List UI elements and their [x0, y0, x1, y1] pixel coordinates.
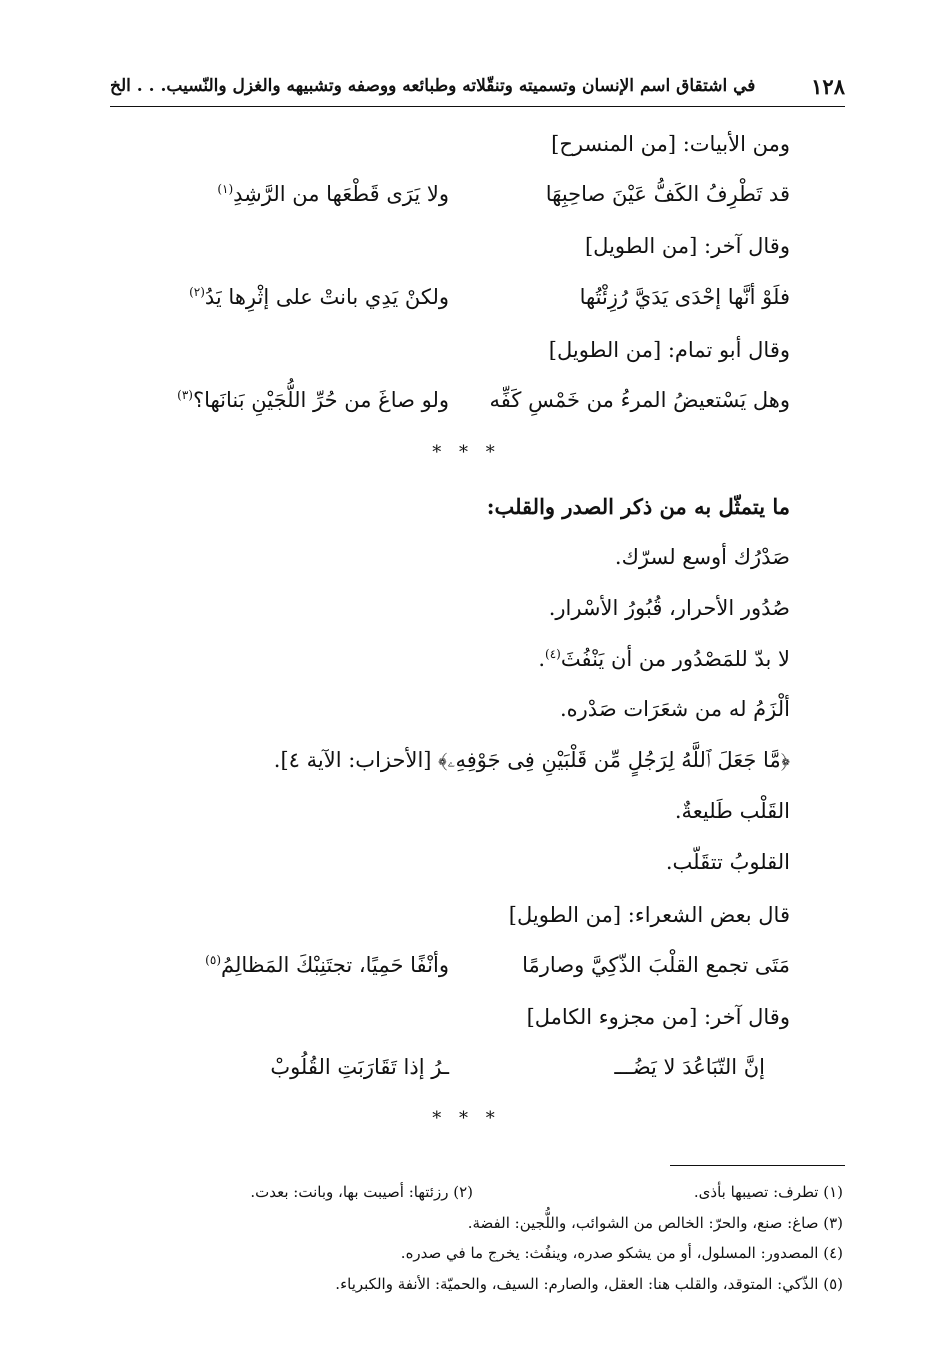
verse-text: وأنْفًا حَمِيًا، تجتَنِبْكَ المَظالِمُ: [221, 953, 449, 977]
verse-first-hemistich: مَتَى تجمع القلْبَ الذّكِيَّ وصارمًا: [522, 953, 790, 977]
footnote-ref: (٥): [205, 953, 221, 967]
footnote: (٤) المصدور: المسلول، أو من يشكو صدره، وينفُث: يخرج ما في صدره.: [400, 1244, 843, 1262]
section-separator: * * *: [432, 1108, 501, 1129]
footnote-ref: (٤): [545, 647, 561, 661]
proverb: القَلْب طَليعةٌ.: [674, 799, 790, 823]
verse-intro: قال بعض الشعراء: [من الطويل]: [508, 903, 790, 927]
proverb: القلوبُ تتقَلّب.: [665, 850, 790, 874]
proverb: صَدْرُك أوسع لسرّك.: [614, 545, 790, 569]
footnote-ref: (٢): [189, 285, 205, 299]
verse-first-hemistich: قد تَطْرِفُ الكَفُّ عَيْنَ صاحِبِهَا: [545, 182, 790, 206]
verse-second-hemistich: [205, 953, 449, 977]
footnote: (١) تطرف: تصيبها بأذى.: [693, 1183, 843, 1201]
verse-intro: ومن الأبيات: [من المنسرح]: [551, 132, 790, 156]
proverb-end: .: [538, 647, 546, 671]
proverb: صُدُور الأحرار، قُبُورُ الأسْرار.: [548, 596, 790, 620]
footnote: (٣) صاغ: صنع، والحرّ: الخالص من الشوائب، واللُّجين: الفضة.: [467, 1214, 843, 1232]
verse-text: ولكنْ يَدِي بانتْ على إثْرِها يَدُ: [204, 285, 449, 309]
verse-second-hemistich: [189, 285, 449, 309]
verse-first-hemistich: إنَّ التّبَاعُدَ لا يَضُـــ: [614, 1055, 765, 1079]
verse-intro: وقال آخر: [من مجزوء الكامل]: [526, 1005, 790, 1029]
proverb: ألْزَمُ له من شعَرَات صَدْره.: [559, 697, 790, 721]
verse-text: ولا يَرَى قَطْعَها من الرَّشِدِ: [233, 182, 449, 206]
footnote: (٥) الذّكي: المتوقد، والقلب هنا: العقل، والصارم: السيف، والحميّة: الأنفة والكبرياء.: [335, 1275, 843, 1293]
verse-second-hemistich: [177, 388, 449, 412]
page-header: [110, 72, 845, 107]
verse-text: ولو صاغَ من حُرِّ اللُّجَيْنِ بَنانَها؟: [192, 388, 449, 412]
proverb-text: لا بدّ للمَصْدُور من أن يَنْفُثَ: [560, 647, 790, 671]
section-heading: ما يتمثّل به من ذكر الصدر والقلب:: [486, 494, 790, 519]
verse-second-hemistich: [217, 182, 449, 206]
footnote-rule: [670, 1165, 845, 1166]
footnote: (٢) رزئتها: أصيبت بها، وبانت: بعدت.: [250, 1183, 473, 1201]
page-number: ١٢٨: [811, 74, 845, 99]
quran-quote: [274, 748, 790, 773]
quran-verse: ﴿مَّا جَعَلَ ٱللَّهُ لِرَجُلٍ مِّن قَلْبَيْنِ فِى جَوْفِهِۦ﴾: [438, 748, 790, 772]
footnote-ref: (١): [217, 182, 234, 196]
verse-first-hemistich: وهل يَسْتعيضُ المرءُ من خَمْسِ كَفِّه: [489, 388, 790, 412]
section-separator: * * *: [432, 442, 501, 463]
quran-reference: [الأحزاب: الآية ٤].: [273, 748, 432, 772]
proverb: [538, 647, 790, 671]
running-title: في اشتقاق اسم الإنسان وتسميته وتنقّلاته وطبائعه ووصفه وتشبيهه والغزل والنّسيب. . . الخ: [110, 76, 756, 96]
footnote-ref: (٣): [177, 388, 193, 402]
verse-second-hemistich: ـرُ إذا تَقَارَبَتِ القُلُوبْ: [270, 1055, 449, 1079]
verse-intro: وقال أبو تمام: [من الطويل]: [548, 338, 790, 362]
verse-first-hemistich: فلَوْ أنَّها إحْدَى يَدَيَّ رُزِئْتُها: [579, 285, 790, 309]
verse-intro: وقال آخر: [من الطويل]: [584, 234, 790, 258]
